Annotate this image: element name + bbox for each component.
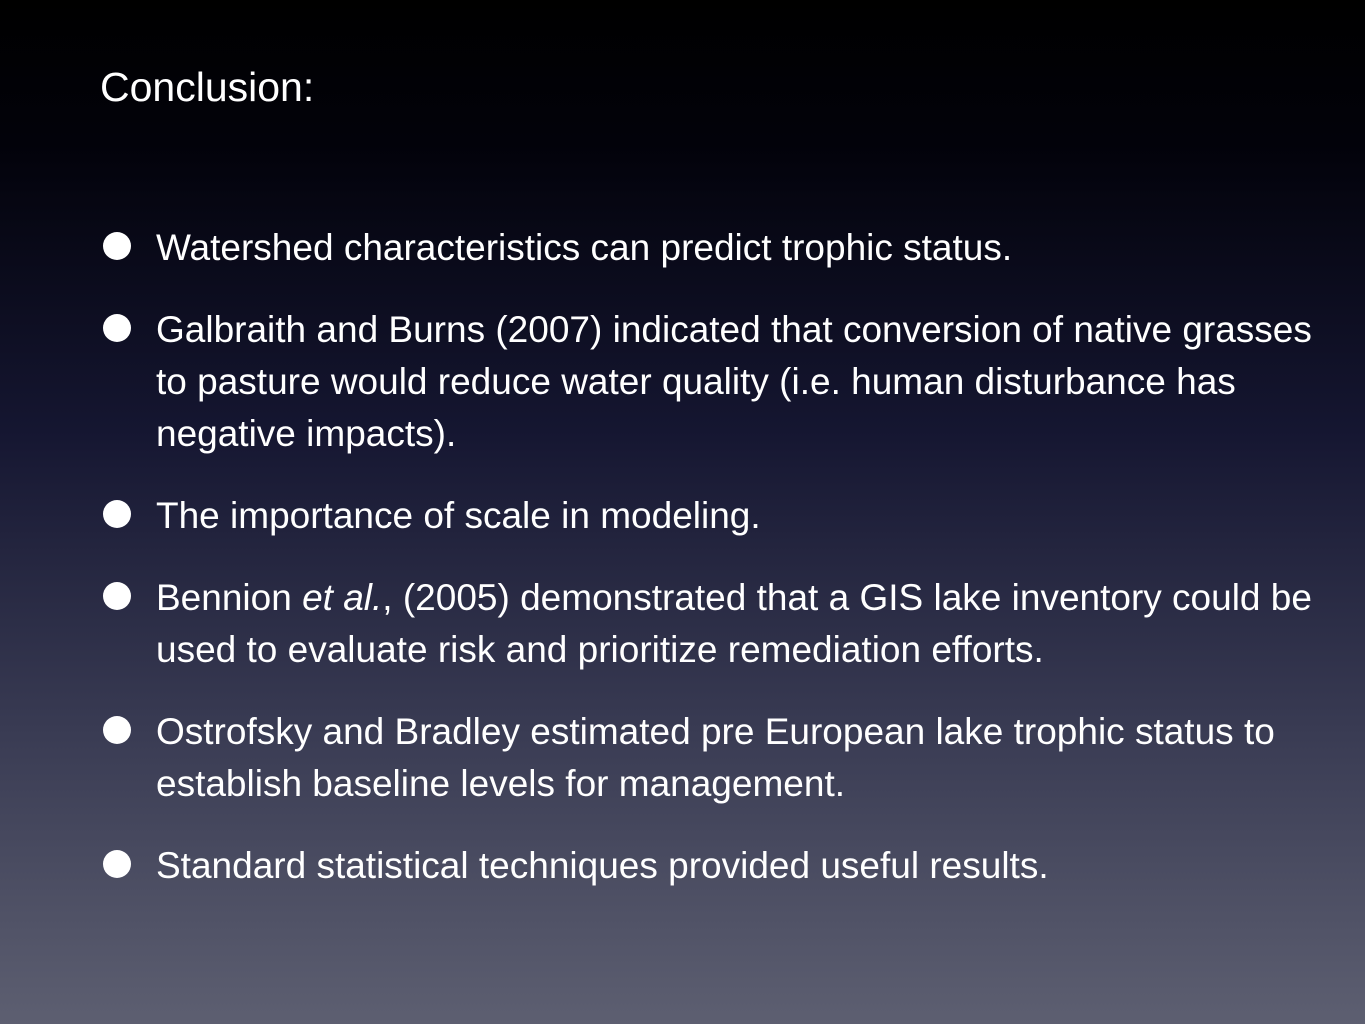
bullet-text-italic: et al. bbox=[302, 577, 383, 618]
bullet-dot-icon bbox=[103, 232, 131, 260]
bullet-item bbox=[100, 840, 1330, 892]
bullet-text: Watershed characteristics can predict trophic status. bbox=[156, 227, 1013, 268]
bullet-list bbox=[100, 222, 1330, 922]
bullet-text bbox=[156, 577, 1312, 670]
bullet-text: Standard statistical techniques provided useful results. bbox=[156, 845, 1049, 886]
bullet-text: The importance of scale in modeling. bbox=[156, 495, 761, 536]
bullet-text-prefix: Bennion bbox=[156, 577, 303, 618]
bullet-text: Ostrofsky and Bradley estimated pre European lake trophic status to establish baseline levels for management. bbox=[156, 711, 1275, 804]
bullet-dot-icon bbox=[103, 850, 131, 878]
bullet-item bbox=[100, 572, 1330, 676]
bullet-item bbox=[100, 706, 1330, 810]
bullet-item bbox=[100, 490, 1330, 542]
bullet-item bbox=[100, 304, 1330, 460]
slide-title: Conclusion: bbox=[100, 64, 315, 110]
bullet-dot-icon bbox=[103, 716, 131, 744]
bullet-dot-icon bbox=[103, 500, 131, 528]
bullet-item bbox=[100, 222, 1330, 274]
bullet-dot-icon bbox=[103, 582, 131, 610]
bullet-dot-icon bbox=[103, 314, 131, 342]
bullet-text-suffix: , (2005) demonstrated that a GIS lake inventory could be used to evaluate risk and prioritize remediation efforts. bbox=[156, 577, 1312, 670]
bullet-text: Galbraith and Burns (2007) indicated that conversion of native grasses to pasture would reduce water quality (i.e. human disturbance has negative impacts). bbox=[156, 309, 1312, 454]
